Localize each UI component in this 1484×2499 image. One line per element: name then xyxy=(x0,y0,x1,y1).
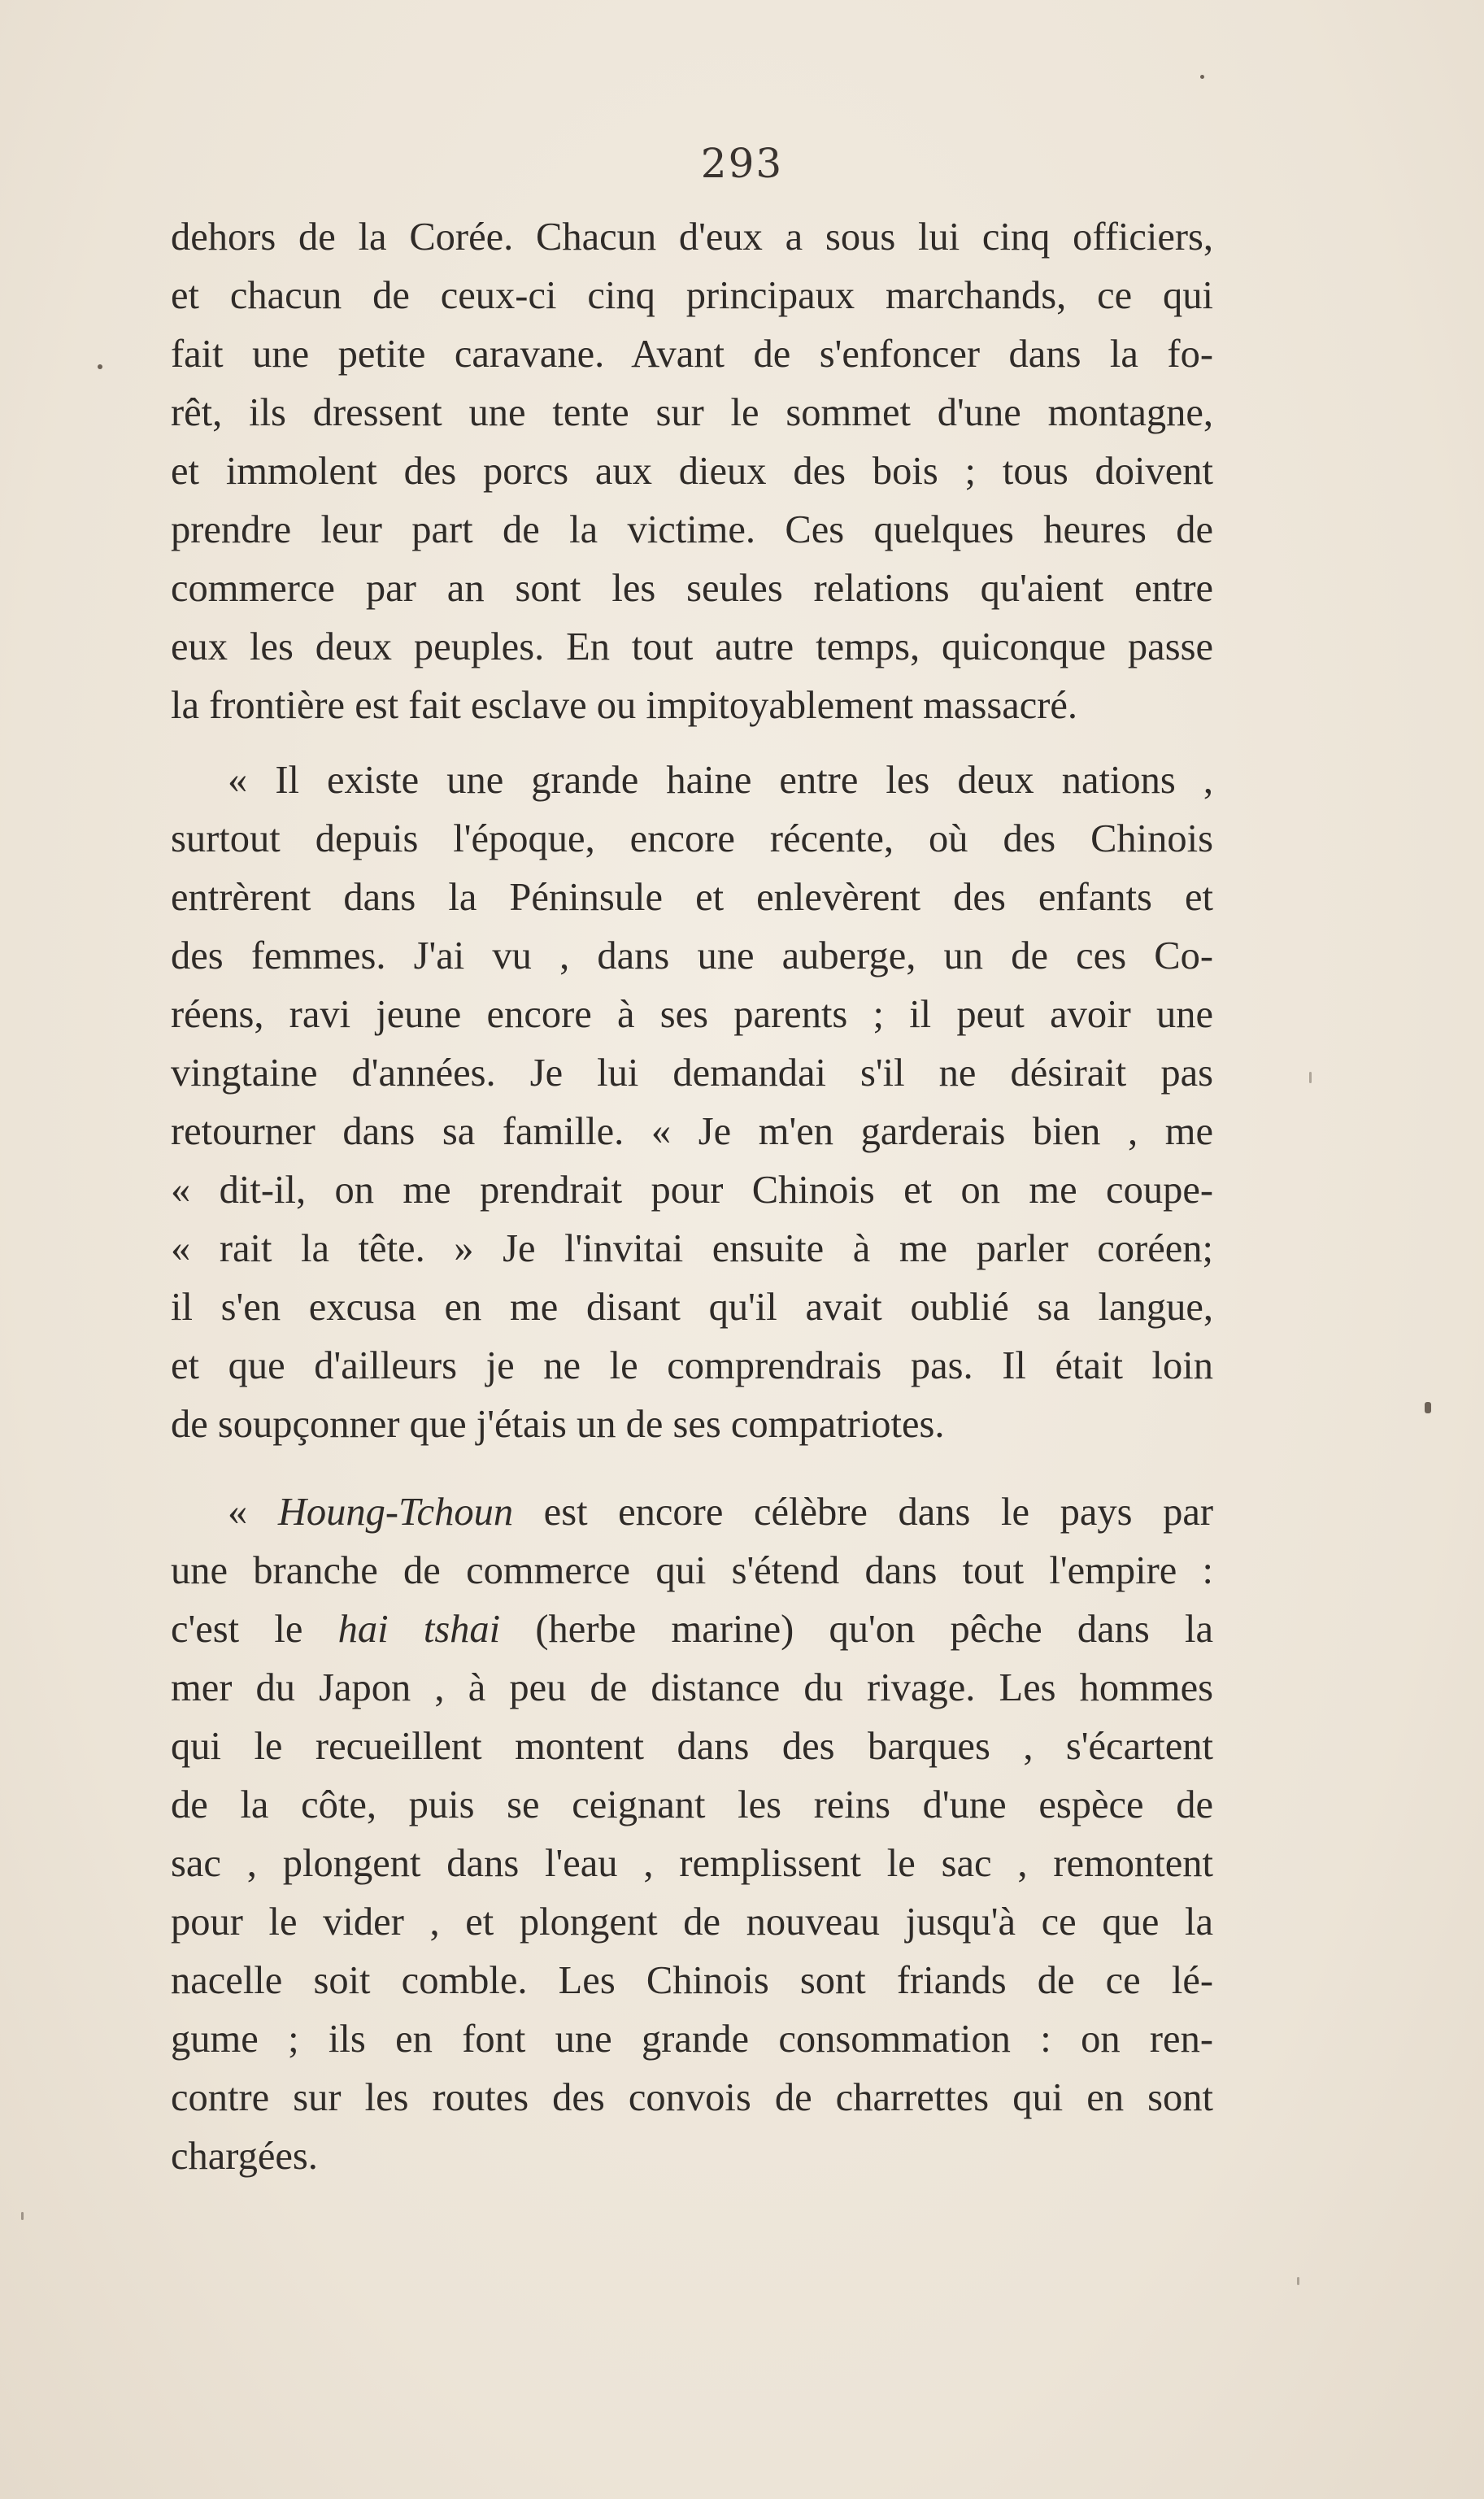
text-line: prendre leur part de la victime. Ces quelques heures de xyxy=(171,508,1213,551)
text-line xyxy=(228,1483,1213,1542)
text-line: surtout depuis l'époque, encore récente, où des Chinois xyxy=(171,817,1213,860)
text-line: gume ; ils en font une grande consommation : on ren- xyxy=(171,2018,1213,2061)
text-line: « rait la tête. » Je l'invitai ensuite à me parler coréen; xyxy=(171,1227,1213,1270)
term: hai tshai xyxy=(337,1608,501,1651)
text-line: entrèrent dans la Péninsule et enlevèrent des enfants et xyxy=(171,876,1213,919)
text-line: commerce par an sont les seules relations qu'aient entre xyxy=(171,567,1213,610)
text-line: contre sur les routes des convois de charrettes qui en sont xyxy=(171,2076,1213,2119)
paper-speck xyxy=(1309,1072,1312,1083)
place-name: Houng-Tchoun xyxy=(277,1491,514,1534)
text-line: nacelle soit comble. Les Chinois sont friands de ce lé- xyxy=(171,1959,1213,2002)
paper-speck xyxy=(98,364,102,369)
text-line: de la côte, puis se ceignant les reins d'une espèce de xyxy=(171,1783,1213,1826)
page-number: 293 xyxy=(700,140,784,187)
text-line: « dit-il, on me prendrait pour Chinois et on me coupe- xyxy=(171,1169,1213,1212)
text-line xyxy=(171,1600,1213,1659)
text-line: des femmes. J'ai vu , dans une auberge, un de ces Co- xyxy=(171,934,1213,977)
text-line: pour le vider , et plongent de nouveau jusqu'à ce que la xyxy=(171,1900,1213,1944)
text-line: chargées. xyxy=(171,2135,318,2178)
text-line: il s'en excusa en me disant qu'il avait oublié sa langue, xyxy=(171,1286,1213,1329)
text-line: réens, ravi jeune encore à ses parents ; il peut avoir une xyxy=(171,993,1213,1036)
text-line: et que d'ailleurs je ne le comprendrais pas. Il était loin xyxy=(171,1344,1213,1387)
text-line: fait une petite caravane. Avant de s'enfoncer dans la fo- xyxy=(171,333,1213,376)
paper-speck xyxy=(1297,2277,1299,2285)
text-line: dehors de la Corée. Chacun d'eux a sous lui cinq officiers, xyxy=(171,216,1213,259)
paper-speck xyxy=(21,2212,24,2220)
text-line: « Il existe une grande haine entre les deux nations , xyxy=(228,759,1213,802)
text-span: (herbe marine) qu'on pêche dans la xyxy=(500,1608,1213,1651)
text-line: eux les deux peuples. En tout autre temps, quiconque passe xyxy=(171,625,1213,668)
text-line: vingtaine d'années. Je lui demandai s'il ne désirait pas xyxy=(171,1051,1213,1095)
text-line: une branche de commerce qui s'étend dans tout l'empire : xyxy=(171,1549,1213,1592)
paper-speck xyxy=(1425,1402,1431,1413)
text-line: sac , plongent dans l'eau , remplissent le sac , remontent xyxy=(171,1842,1213,1885)
text-line: mer du Japon , à peu de distance du rivage. Les hommes xyxy=(171,1666,1213,1709)
text-span: est encore célèbre dans le pays par xyxy=(513,1491,1213,1534)
text-line: et immolent des porcs aux dieux des bois ; tous doivent xyxy=(171,450,1213,493)
text-line: et chacun de ceux-ci cinq principaux marchands, ce qui xyxy=(171,274,1213,317)
text-span: « xyxy=(228,1491,278,1534)
text-line: rêt, ils dressent une tente sur le sommet d'une montagne, xyxy=(171,391,1213,434)
text-line: de soupçonner que j'étais un de ses compatriotes. xyxy=(171,1403,945,1446)
text-line: qui le recueillent montent dans des barques , s'écartent xyxy=(171,1725,1213,1768)
text-span: c'est le xyxy=(171,1608,338,1651)
text-line: retourner dans sa famille. « Je m'en garderais bien , me xyxy=(171,1110,1213,1153)
paper-speck xyxy=(1200,75,1204,79)
text-line: la frontière est fait esclave ou impitoyablement massacré. xyxy=(171,684,1078,727)
